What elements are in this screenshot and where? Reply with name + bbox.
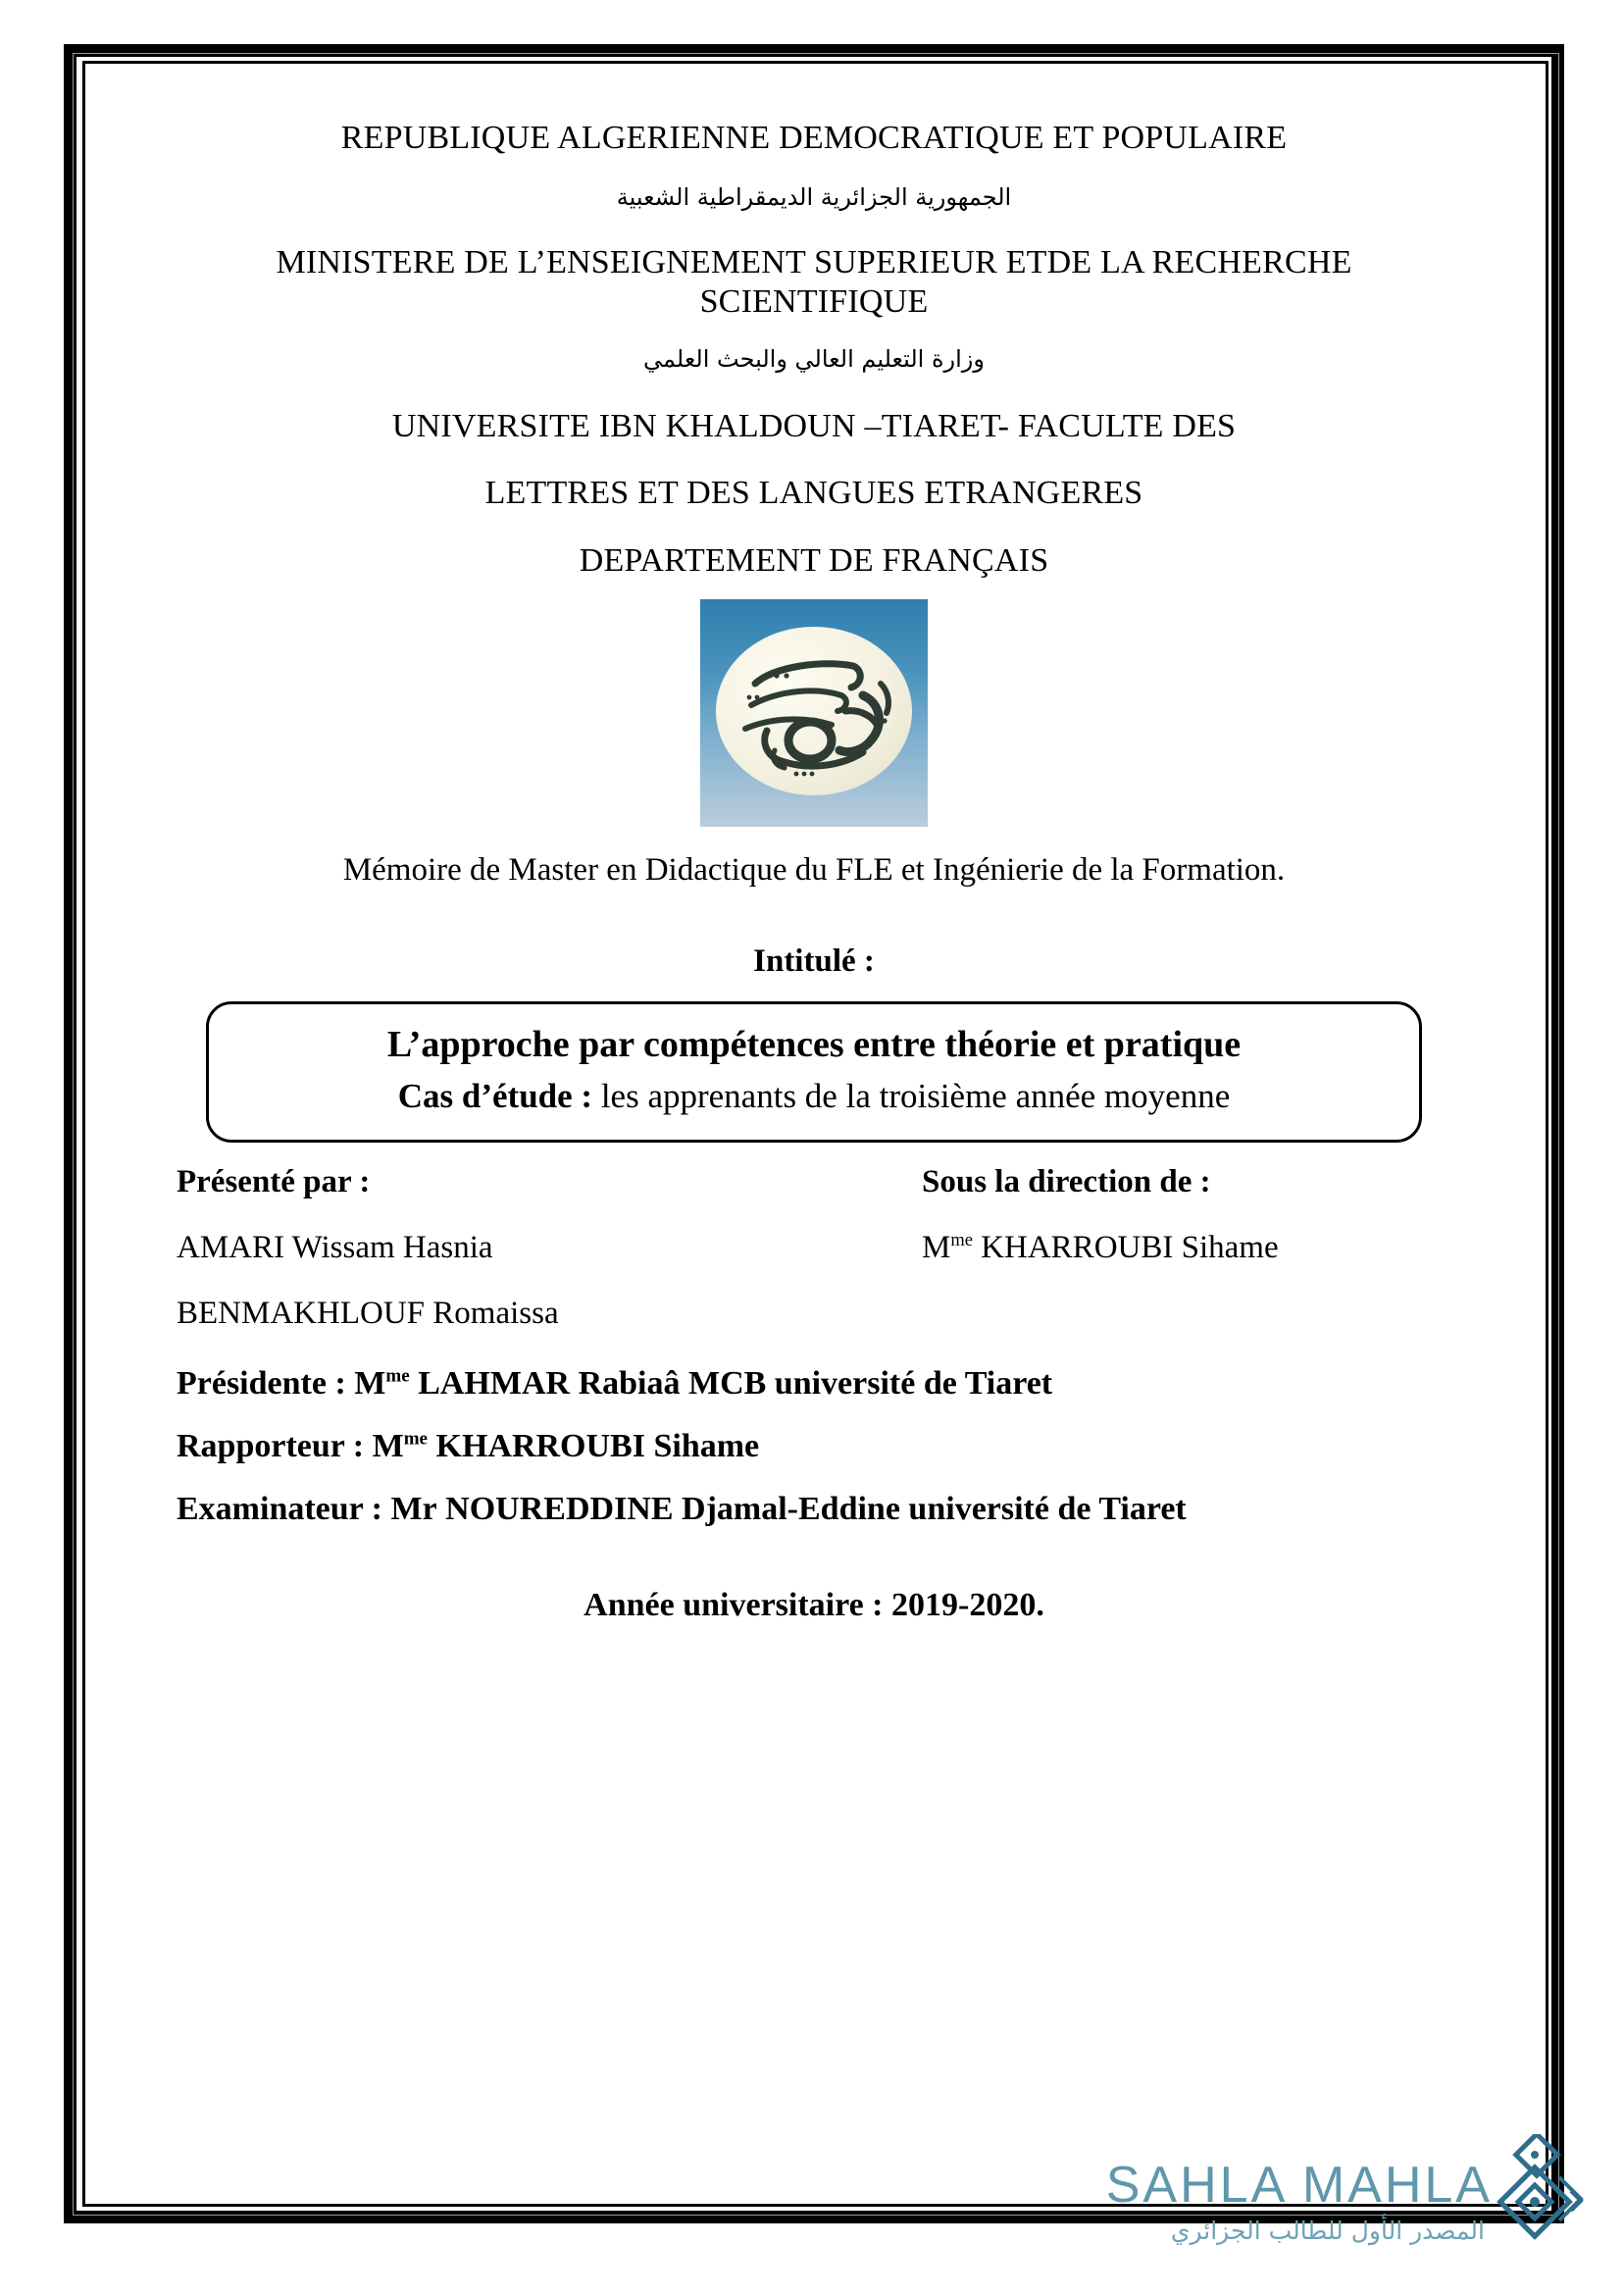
jury-honorific-rapporteur: M xyxy=(372,1427,404,1464)
first-author-row xyxy=(177,1230,1471,1266)
spacer xyxy=(118,515,1510,540)
ministry-title-fr-line1: MINISTERE DE L’ENSEIGNEMENT SUPERIEUR ETDE LA RECHERCHE xyxy=(276,244,1352,281)
spacer xyxy=(118,447,1510,473)
supervisor-full-name: KHARROUBI Sihame xyxy=(981,1229,1279,1265)
second-author-row xyxy=(177,1296,1471,1332)
jury-role-president: Présidente : xyxy=(177,1364,346,1402)
university-seal-logo xyxy=(700,599,928,827)
watermark-brand-text: SAHLA MAHLA xyxy=(1105,2157,1493,2214)
republic-title-fr: REPUBLIQUE ALGERIENNE DEMOCRATIQUE ET POPULAIRE xyxy=(340,120,1288,156)
seal-calligraphy-icon xyxy=(716,627,912,795)
author-name-2: BENMAKHLOUF Romaissa xyxy=(177,1295,559,1331)
academic-year: Année universitaire : 2019-2020. xyxy=(584,1586,1044,1623)
presented-by-label: Présenté par : xyxy=(177,1163,371,1199)
ministry-title-ar: وزارة التعليم العالي والبحث العلمي xyxy=(643,345,985,374)
jury-rapporteur xyxy=(177,1428,1510,1465)
degree-line: Mémoire de Master en Didactique du FLE et Ingénierie de la Formation. xyxy=(342,852,1286,889)
university-line-1: UNIVERSITE IBN KHALDOUN –TIARET- FACULTE DES xyxy=(391,407,1237,444)
intitule-label: Intitulé : xyxy=(753,944,875,980)
spacer xyxy=(118,214,1510,243)
sahla-mahla-watermark xyxy=(1091,2130,1600,2277)
thesis-main-title: L’approche par compétences entre théorie et pratique xyxy=(386,1024,1242,1066)
department-line: DEPARTEMENT DE FRANÇAIS xyxy=(579,541,1049,579)
author-name-1: AMARI Wissam Hasnia xyxy=(177,1229,493,1265)
spacer xyxy=(118,160,1510,181)
jury-role-examinateur: Examinateur : xyxy=(177,1490,382,1527)
seal-oval xyxy=(716,627,912,795)
jury-role-rapporteur: Rapporteur : xyxy=(177,1427,365,1464)
supervisor-honorific-suffix: me xyxy=(950,1229,973,1250)
supervised-by-label: Sous la direction de : xyxy=(922,1163,1211,1199)
republic-title-ar: الجمهورية الجزائرية الديمقراطية الشعبية xyxy=(616,182,1012,211)
sahla-mahla-logo-icon xyxy=(1487,2134,1595,2257)
jury-honorific-president: M xyxy=(354,1364,386,1402)
authors-and-supervisor xyxy=(118,1164,1510,1332)
spacer xyxy=(118,377,1510,406)
jury-examinateur xyxy=(177,1491,1510,1528)
jury-name-president: LAHMAR Rabiaâ MCB université de Tiaret xyxy=(418,1364,1053,1402)
watermark-tagline-arabic: المصدر الأول للطالب الجزائري xyxy=(1170,2217,1485,2245)
cover-page-content xyxy=(118,118,1510,1624)
thesis-case-study xyxy=(232,1075,1396,1118)
jury-honorific-sup-president: me xyxy=(385,1365,410,1387)
supervisor-name xyxy=(922,1230,1279,1265)
jury-honorific-examinateur: Mr xyxy=(390,1490,437,1527)
jury-name-rapporteur: KHARROUBI Sihame xyxy=(435,1427,760,1464)
jury-president xyxy=(177,1365,1510,1402)
ministry-title-fr-line2: SCIENTIFIQUE xyxy=(699,283,929,321)
jury-honorific-sup-rapporteur: me xyxy=(403,1428,428,1450)
case-study-text: les apprenants de la troisième année moyenne xyxy=(600,1076,1231,1115)
spacer xyxy=(118,322,1510,343)
thesis-title-box xyxy=(206,1001,1422,1142)
jury-name-examinateur: NOUREDDINE Djamal-Eddine université de Tiaret xyxy=(445,1490,1187,1527)
jury-members xyxy=(118,1365,1510,1528)
supervisor-honorific: M xyxy=(922,1229,951,1265)
headings-row xyxy=(177,1164,1471,1200)
university-line-2: LETTRES ET DES LANGUES ETRANGERES xyxy=(484,475,1143,512)
case-study-label: Cas d’étude : xyxy=(397,1076,593,1115)
